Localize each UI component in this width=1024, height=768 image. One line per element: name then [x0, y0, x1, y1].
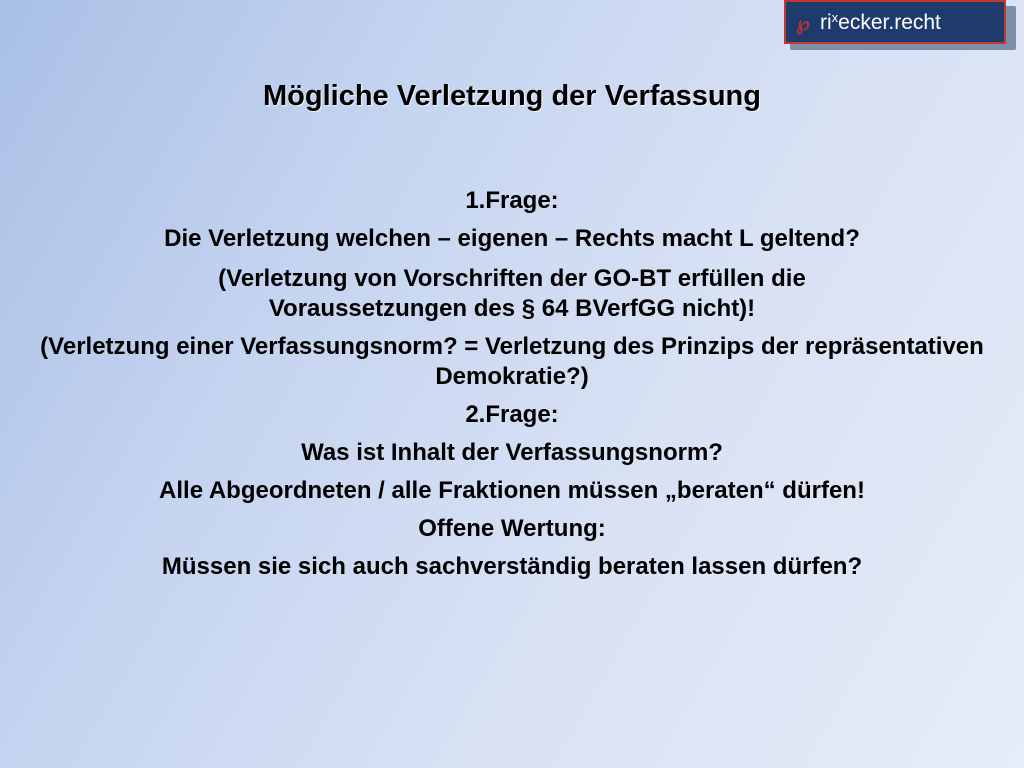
open-evaluation-label: Offene Wertung: [418, 515, 606, 542]
question-2-text: Was ist Inhalt der Verfassungsnorm? [301, 439, 723, 466]
logo [784, 0, 1024, 52]
note-go-bt: (Verletzung von Vorschriften der GO-BT erfüllen die Voraussetzungen des § 64 BVerfGG nicht)! [218, 265, 806, 322]
open-evaluation-question: Müssen sie sich auch sachverständig beraten lassen dürfen? [161, 553, 863, 580]
question-2-label: 2.Frage: [465, 401, 559, 428]
question-1-text: Die Verletzung welchen – eigenen – Rechts macht L geltend? [164, 225, 860, 252]
logo-text-sup: x [831, 9, 839, 25]
logo-badge [784, 0, 1006, 44]
slide-title: Mögliche Verletzung der Verfassung [263, 80, 761, 112]
logo-text-post: ecker.recht [838, 10, 941, 34]
note-verfassungsnorm: (Verletzung einer Verfassungsnorm? = Verletzung des Prinzips der repräsentativen Demokratie?) [40, 333, 984, 390]
statement-beraten: Alle Abgeordneten / alle Fraktionen müssen „beraten“ dürfen! [159, 477, 865, 504]
logo-text [820, 10, 941, 35]
logo-text-pre: ri [820, 10, 832, 34]
question-1-label: 1.Frage: [465, 187, 559, 214]
logo-mark-icon: ℘ [796, 11, 810, 35]
slide-body [40, 186, 984, 582]
